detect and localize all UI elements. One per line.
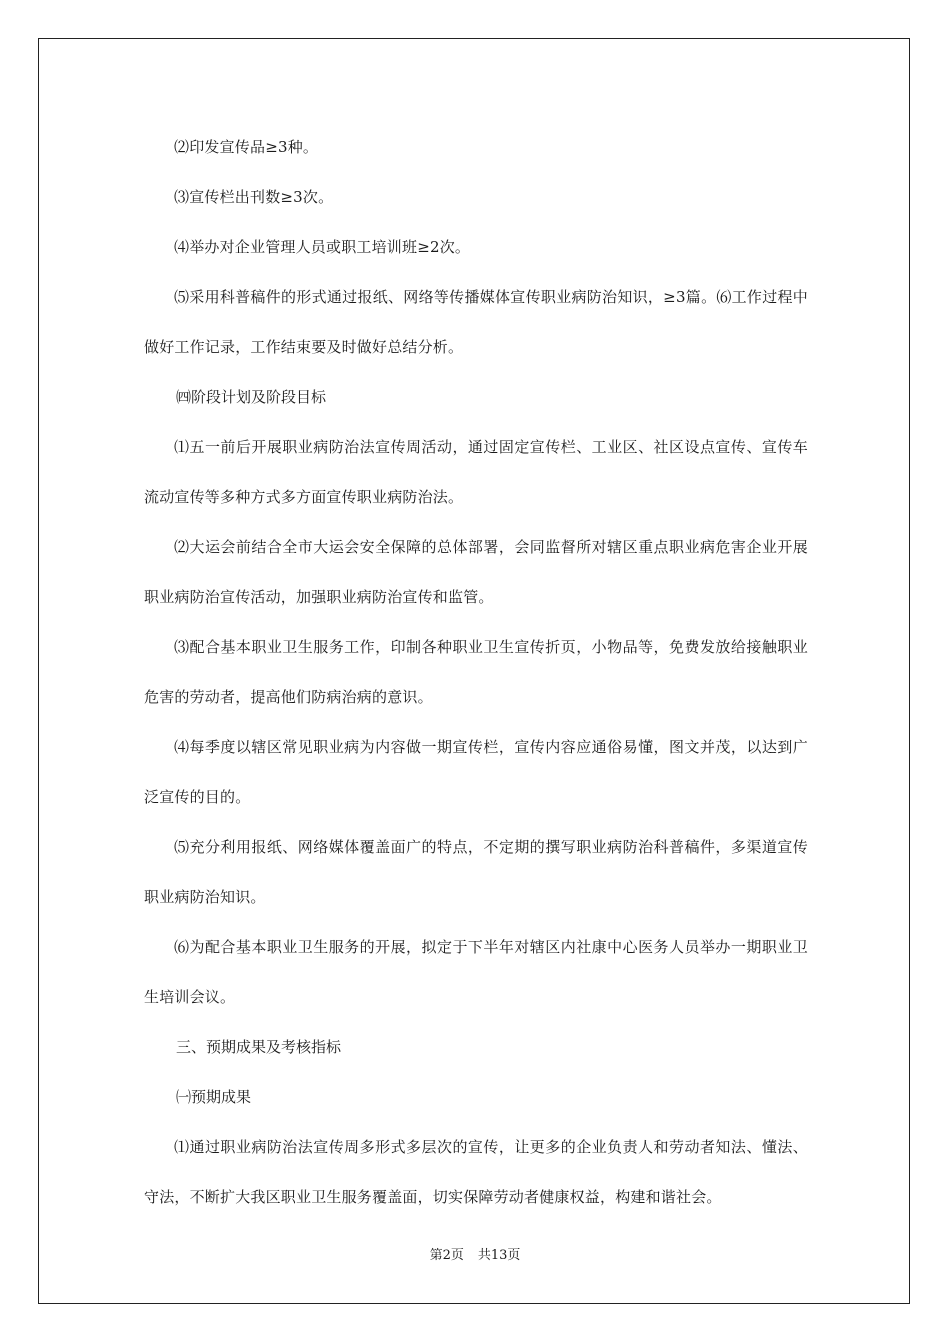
page-total: 共13页: [477, 1248, 521, 1263]
section-heading-stage-plan: ㈣阶段计划及阶段目标: [176, 388, 327, 406]
paragraph-item-3: ⑶宣传栏出刊数≥3次。: [174, 188, 334, 206]
paragraph-stage-5: ⑸充分利用报纸、网络媒体覆盖面广的特点，不定期的撰写职业病防治科普稿件，多渠道宣传职业病防治知识。: [144, 838, 808, 906]
page-footer: [0, 1246, 950, 1266]
subsection-heading-expected-results: ㈠预期成果: [176, 1088, 252, 1106]
page-number: 第2页: [429, 1248, 464, 1263]
paragraph-stage-4: ⑷每季度以辖区常见职业病为内容做一期宣传栏，宣传内容应通俗易懂，图文并茂，以达到广泛宣传的目的。: [144, 738, 808, 806]
section-heading-expected-results: 三、预期成果及考核指标: [176, 1038, 342, 1056]
paragraph-item-4: ⑷举办对企业管理人员或职工培训班≥2次。: [174, 238, 471, 256]
paragraph-stage-2: ⑵大运会前结合全市大运会安全保障的总体部署，会同监督所对辖区重点职业病危害企业开展职业病防治宣传活动，加强职业病防治宣传和监管。: [144, 538, 808, 606]
paragraph-stage-1: ⑴五一前后开展职业病防治法宣传周活动，通过固定宣传栏、工业区、社区设点宣传、宣传车流动宣传等多种方式多方面宣传职业病防治法。: [144, 438, 808, 506]
paragraph-stage-6: ⑹为配合基本职业卫生服务的开展，拟定于下半年对辖区内社康中心医务人员举办一期职业卫生培训会议。: [144, 938, 808, 1006]
document-body: [144, 122, 808, 1222]
paragraph-item-5-6: ⑸采用科普稿件的形式通过报纸、网络等传播媒体宣传职业病防治知识，≥3篇。⑹工作过程中做好工作记录，工作结束要及时做好总结分析。: [144, 288, 808, 356]
paragraph-item-2: ⑵印发宣传品≥3种。: [174, 138, 319, 156]
paragraph-result-1: ⑴通过职业病防治法宣传周多形式多层次的宣传，让更多的企业负责人和劳动者知法、懂法、守法，不断扩大我区职业卫生服务覆盖面，切实保障劳动者健康权益，构建和谐社会。: [144, 1138, 808, 1206]
paragraph-stage-3: ⑶配合基本职业卫生服务工作，印制各种职业卫生宣传折页，小物品等，免费发放给接触职业危害的劳动者，提高他们防病治病的意识。: [144, 638, 808, 706]
